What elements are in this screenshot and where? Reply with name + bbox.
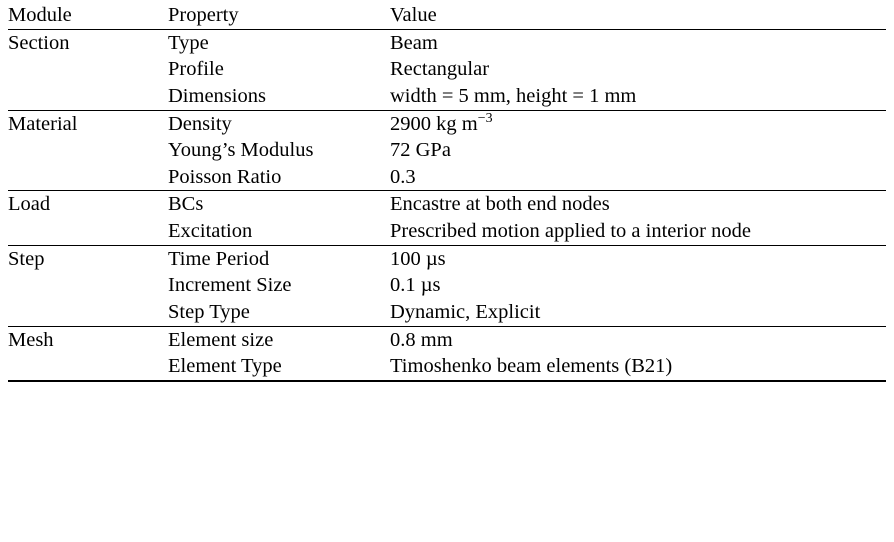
property-value: 0.8 mm (390, 328, 453, 351)
group-properties-mesh (168, 326, 390, 381)
column-header-value: Value (390, 2, 886, 29)
table-row (8, 191, 886, 245)
group-label-step: Step (8, 245, 168, 326)
property-label: BCs (168, 193, 204, 216)
property-value: 0.1 µs (390, 274, 441, 297)
property-value: Beam (390, 31, 438, 54)
bottom-rule-cell (168, 381, 390, 392)
column-header-property: Property (168, 2, 390, 29)
table-body (8, 29, 886, 392)
property-value: Encastre at both end nodes (390, 193, 610, 216)
group-label-section: Section (8, 31, 70, 54)
property-value: Dynamic, Explicit (390, 301, 541, 324)
property-value: Prescribed motion applied to a interior node (390, 220, 751, 243)
bottom-rule-cell (390, 381, 886, 392)
group-values-step (390, 245, 886, 326)
group-values-mesh (390, 326, 886, 381)
group-values-load (390, 191, 886, 245)
property-value: 0.3 (390, 165, 416, 188)
table-row (8, 326, 886, 381)
property-label: Element size (168, 328, 274, 351)
group-label-mesh: Mesh (8, 326, 168, 381)
property-label: Excitation (168, 220, 253, 243)
property-label: Element Type (168, 355, 282, 378)
group-values-material (390, 110, 886, 191)
property-label: Profile (168, 58, 224, 81)
property-value: Rectangular (390, 58, 490, 81)
property-label: Increment Size (168, 274, 292, 297)
group-label-material: Material (8, 110, 168, 191)
property-label: Type (168, 31, 209, 54)
group-properties-load (168, 191, 390, 245)
property-value: 100 µs (390, 247, 446, 270)
group-label-load: Load (8, 191, 168, 245)
property-value: Timoshenko beam elements (B21) (390, 355, 673, 378)
property-label: Time Period (168, 247, 270, 270)
property-value: 2900 kg $m^{-3}$ (390, 110, 493, 135)
property-label: Dimensions (168, 84, 266, 107)
property-label: Poisson Ratio (168, 165, 282, 188)
table-row (8, 245, 886, 326)
property-label: Density (168, 112, 232, 135)
group-properties-material (168, 110, 390, 191)
column-header-module: Module (8, 2, 168, 29)
property-value: width = 5 mm, height = 1 mm (390, 84, 637, 107)
group-properties-section (168, 29, 390, 110)
table-row (8, 110, 886, 191)
table-header (8, 2, 886, 29)
table-bottom-rule (8, 381, 886, 392)
parameter-table (8, 2, 886, 392)
bottom-rule-cell (8, 381, 168, 392)
parameter-table-container (8, 2, 886, 392)
group-values-section (390, 29, 886, 110)
table-header-row (8, 2, 886, 29)
property-label: Step Type (168, 301, 250, 324)
property-value: 72 GPa (390, 139, 451, 162)
group-properties-step (168, 245, 390, 326)
table-row (8, 29, 886, 110)
property-label: Young’s Modulus (168, 139, 314, 162)
